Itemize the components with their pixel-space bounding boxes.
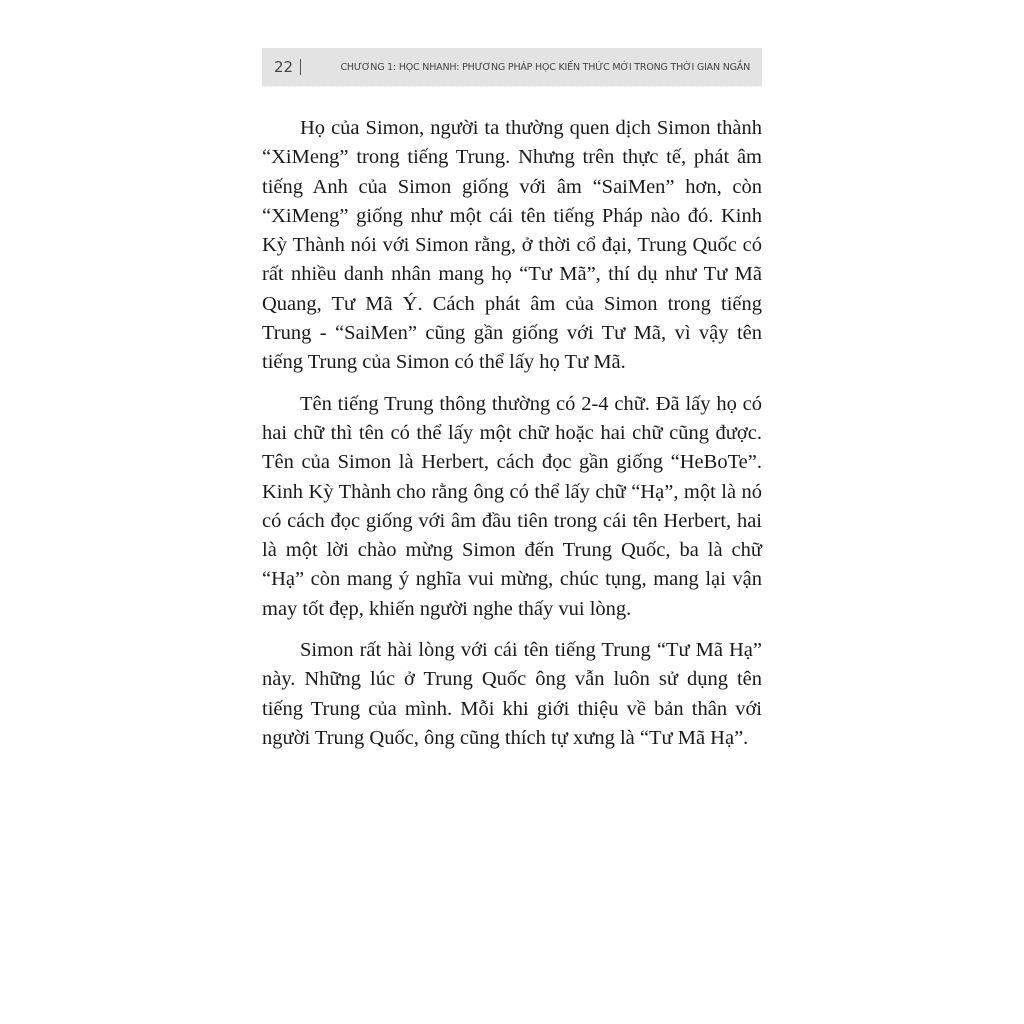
header-divider xyxy=(300,59,301,75)
header-wavy-edge xyxy=(262,84,762,88)
paragraph: Simon rất hài lòng với cái tên tiếng Trung “Tư Mã Hạ” này. Những lúc ở Trung Quốc ông vẫn luôn sử dụng tên tiếng Trung của mình. Mỗi khi giới thiệu về bản thân với người Trung Quốc, ông cũng thích tự xưng là “Tư Mã Hạ”. xyxy=(262,639,762,749)
page-body xyxy=(262,114,762,765)
chapter-title: CHƯƠNG 1: HỌC NHANH: PHƯƠNG PHÁP HỌC KIẾN THỨC MỚI TRONG THỜI GIAN NGẮN xyxy=(340,62,750,73)
paragraph: Họ của Simon, người ta thường quen dịch Simon thành “XiMeng” trong tiếng Trung. Nhưng trên thực tế, phát âm tiếng Anh của Simon giống với âm “SaiMen” hơn, còn “XiMeng” giống như một cái tên tiếng Pháp nào đó. Kinh Kỳ Thành nói với Simon rằng, ở thời cổ đại, Trung Quốc có rất nhiều danh nhân mang họ “Tư Mã”, thí dụ như Tư Mã Quang, Tư Mã Ý. Cách phát âm của Simon trong tiếng Trung - “SaiMen” cũng gần giống với Tư Mã, vì vậy tên tiếng Trung của Simon có thể lấy họ Tư Mã. xyxy=(262,117,762,374)
page-header xyxy=(262,48,762,86)
page-number: 22 xyxy=(274,58,294,76)
paragraph: Tên tiếng Trung thông thường có 2-4 chữ. Đã lấy họ có hai chữ thì tên có thể lấy một chữ hoặc hai chữ cũng được. Tên của Simon là Herbert, cách đọc gần giống “HeBoTe”. Kinh Kỳ Thành cho rằng ông có thể lấy chữ “Hạ”, một là nó có cách đọc giống với âm đầu tiên trong cái tên Herbert, hai là một lời chào mừng Simon đến Trung Quốc, ba là chữ “Hạ” còn mang ý nghĩa vui mừng, chúc tụng, mang lại vận may tốt đẹp, khiến người nghe thấy vui lòng. xyxy=(262,392,762,620)
